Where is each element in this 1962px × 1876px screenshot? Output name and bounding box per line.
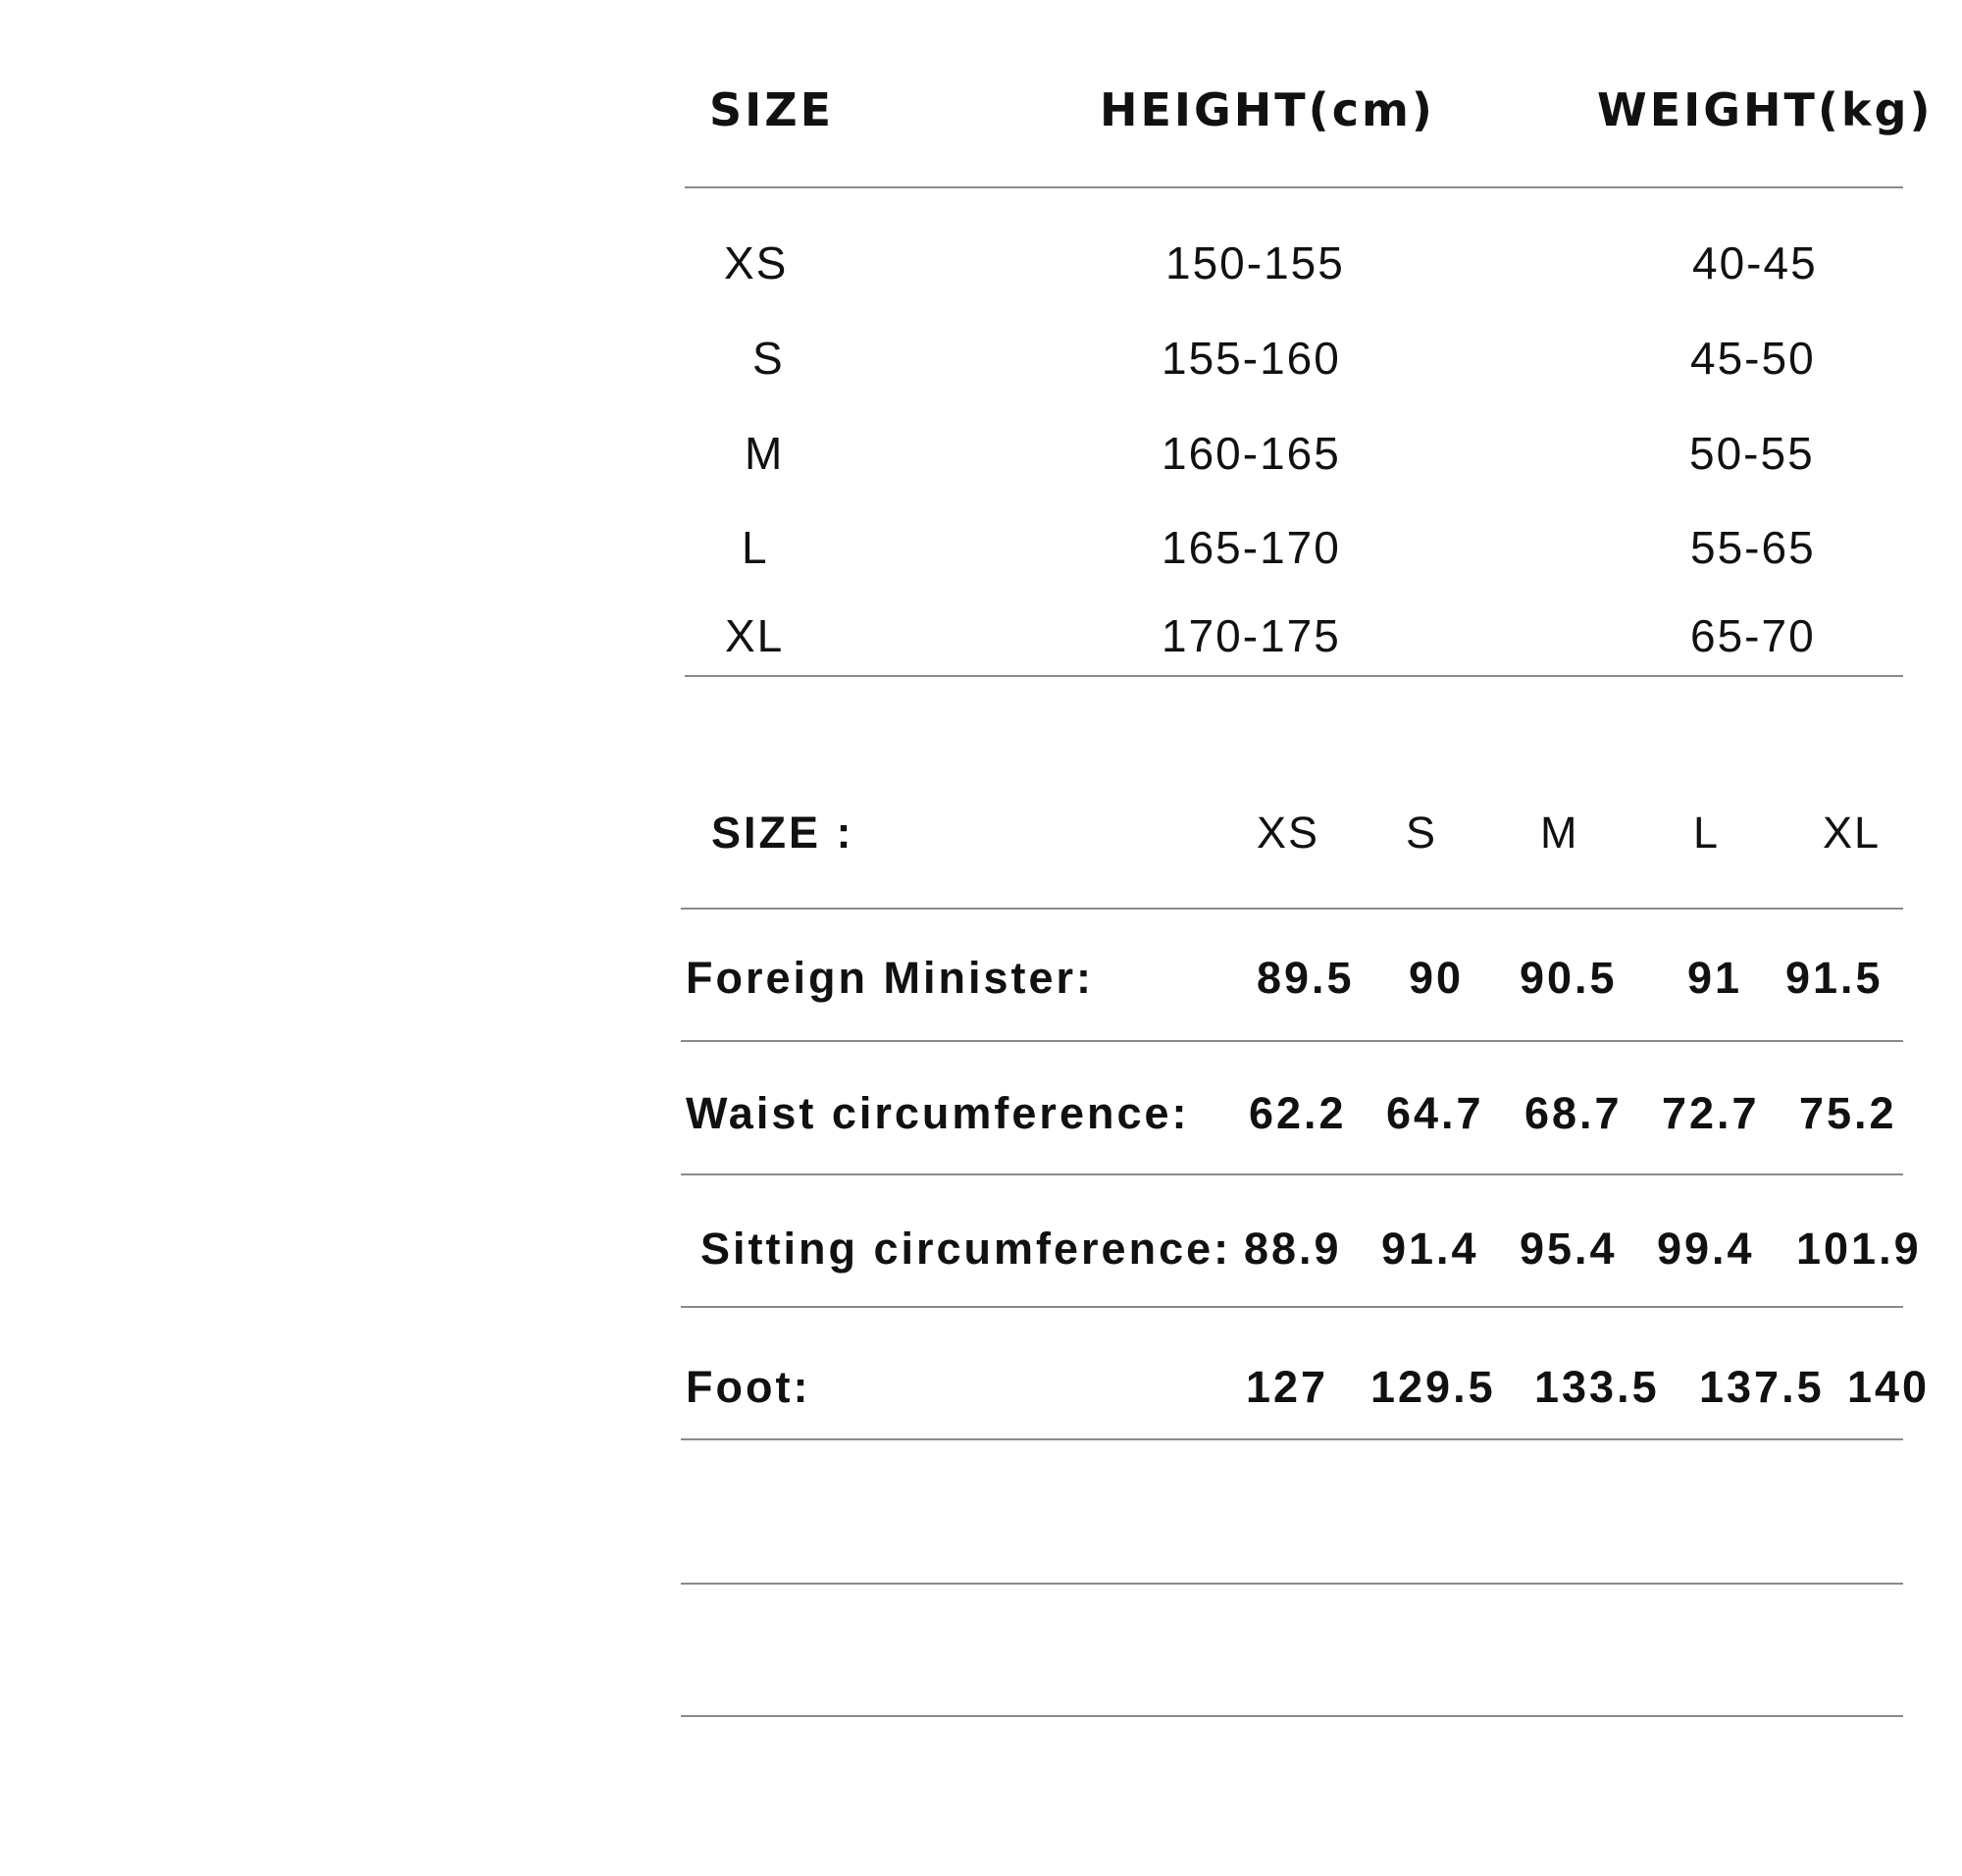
table1-row-size: S xyxy=(752,333,785,384)
table2-divider xyxy=(681,1583,1903,1585)
table1-header-divider xyxy=(685,186,1903,188)
table1-row-height: 160-165 xyxy=(1162,428,1341,479)
table2-row-value: 140 xyxy=(1847,1362,1931,1412)
table2-divider xyxy=(681,1306,1903,1308)
table2-row-value: 91.5 xyxy=(1785,953,1884,1003)
table2-row-value: 90 xyxy=(1409,953,1465,1003)
table2-row-value: 101.9 xyxy=(1796,1224,1922,1274)
table1-row-weight: 65-70 xyxy=(1690,610,1816,661)
table2-row-value: 95.4 xyxy=(1520,1224,1618,1274)
table1-row-height: 155-160 xyxy=(1162,333,1341,384)
table1-row-size: L xyxy=(742,522,769,573)
table1-row-weight: 50-55 xyxy=(1689,428,1815,479)
table2-row-value: 88.9 xyxy=(1244,1224,1342,1274)
table1-header-weight: WEIGHT(kg) xyxy=(1597,83,1934,136)
table1-row-weight: 45-50 xyxy=(1690,333,1816,384)
table1-row-height: 165-170 xyxy=(1162,522,1341,573)
table2-row-value: 91.4 xyxy=(1381,1224,1479,1274)
table2-row-value: 127 xyxy=(1246,1362,1329,1412)
table2-row-value: 89.5 xyxy=(1257,953,1355,1003)
table1-header-height: HEIGHT(cm) xyxy=(1100,83,1435,136)
table2-divider xyxy=(681,1715,1903,1717)
table2-row-label: Foreign Minister: xyxy=(686,953,1095,1003)
table1-bottom-divider xyxy=(685,675,1903,677)
table2-row-label: Sitting circumference: xyxy=(700,1224,1232,1274)
table2-row-value: 90.5 xyxy=(1520,953,1618,1003)
table2-row-value: 129.5 xyxy=(1370,1362,1496,1412)
table2-row-value: 91 xyxy=(1687,953,1743,1003)
table2-divider xyxy=(681,1438,1903,1440)
table1-row-height: 170-175 xyxy=(1162,610,1341,661)
table1-header-size: SIZE xyxy=(709,83,835,136)
table1-row-size: XL xyxy=(725,610,785,661)
table2-row-value: 72.7 xyxy=(1662,1088,1760,1138)
table2-divider xyxy=(681,1040,1903,1042)
table1-row-size: XS xyxy=(724,237,789,288)
table2-row-value: 133.5 xyxy=(1534,1362,1660,1412)
table1-row-height: 150-155 xyxy=(1165,237,1345,288)
table2-row-value: 137.5 xyxy=(1699,1362,1825,1412)
table2-header-label: SIZE : xyxy=(711,808,854,858)
table2-divider xyxy=(681,908,1903,910)
table2-row-value: 68.7 xyxy=(1524,1088,1623,1138)
table2-row-value: 99.4 xyxy=(1657,1224,1755,1274)
table2-divider xyxy=(681,1173,1903,1175)
table2-row-label: Waist circumference: xyxy=(686,1088,1190,1138)
table2-row-value: 62.2 xyxy=(1249,1088,1347,1138)
table2-row-value: 75.2 xyxy=(1799,1088,1897,1138)
table1-row-weight: 40-45 xyxy=(1692,237,1818,288)
table2-header-size: L xyxy=(1693,808,1721,858)
table2-header-size: M xyxy=(1540,808,1579,858)
table1-row-size: M xyxy=(745,428,785,479)
table2-header-size: XS xyxy=(1257,808,1320,858)
table1-row-weight: 55-65 xyxy=(1690,522,1816,573)
table2-row-value: 64.7 xyxy=(1386,1088,1484,1138)
table2-row-label: Foot: xyxy=(686,1362,811,1412)
table2-header-size: XL xyxy=(1823,808,1882,858)
table2-header-size: S xyxy=(1406,808,1438,858)
